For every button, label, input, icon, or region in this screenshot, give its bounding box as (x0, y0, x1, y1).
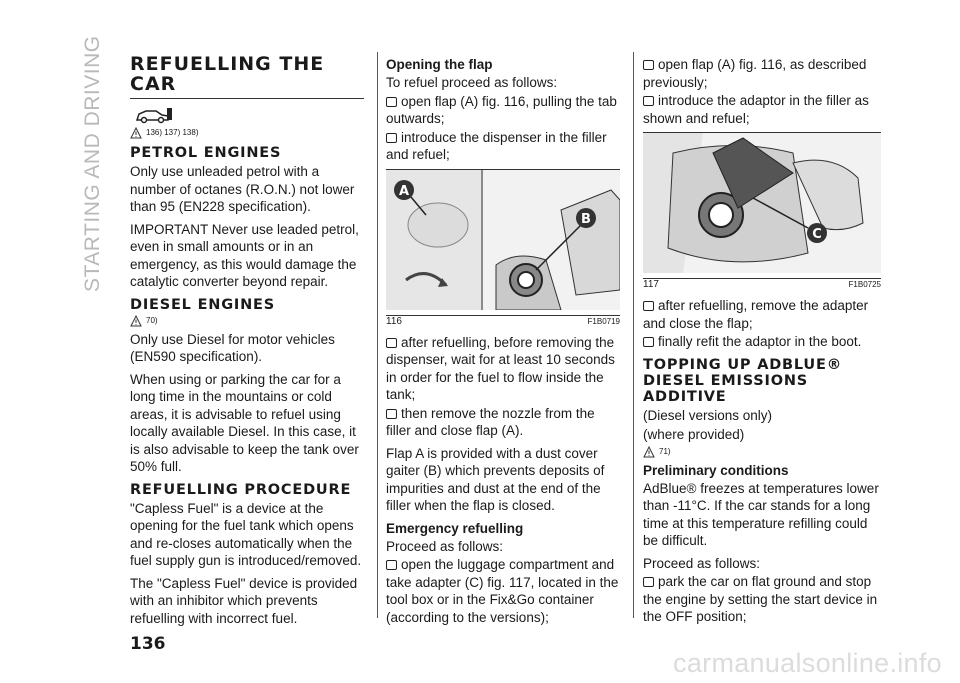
column-divider (377, 52, 378, 618)
warning-triangle-icon (130, 127, 142, 139)
warning-ref-text: 70) (146, 315, 158, 325)
bullet-box-icon (643, 301, 654, 311)
page-number: 136 (130, 634, 166, 654)
callout-a: A (398, 183, 410, 199)
callout-b: B (581, 211, 591, 227)
figure-number: 116 (386, 315, 402, 327)
heading-rule (130, 98, 364, 99)
bullet-box-icon (386, 338, 397, 348)
warning-triangle-icon (130, 315, 142, 327)
adapter-illustration (643, 133, 881, 273)
section-side-title: STARTING AND DRIVING (81, 35, 104, 292)
figure-caption (643, 279, 881, 291)
warning-references (130, 127, 364, 139)
bullet-box-icon (643, 96, 654, 106)
figure-code: F1B0725 (848, 280, 881, 289)
main-heading: REFUELLING THE CAR (130, 53, 325, 95)
paragraph: Proceed as follows: (386, 538, 504, 554)
paragraph: (Diesel versions only) (643, 407, 773, 423)
column-divider (633, 52, 634, 618)
list-item: open flap (A) fig. 116, pulling the tab outwards; (386, 93, 617, 126)
section-heading-procedure: REFUELLING PROCEDURE (130, 481, 352, 498)
warning-ref-text: 71) (659, 446, 671, 456)
list-item: park the car on flat ground and stop the engine by setting the start device in the OFF position; (643, 574, 878, 624)
warning-ref-text: 136) 137) 138) (146, 128, 199, 137)
subheading-preliminary: Preliminary conditions (643, 462, 789, 478)
figure-code: F1B0719 (587, 316, 620, 326)
watermark: carmanualsonline.info (673, 648, 942, 678)
figure-number: 117 (643, 279, 659, 290)
paragraph: Flap A is provided with a dust cover gaiter (B) which prevents deposits of impurities and dust at the end of the filler when the flap is closed. (386, 445, 605, 513)
paragraph: When using or parking the car for a long time in the mountains or cold areas, it is advisable to refuel using locally available Diesel. In this case, it is also advisable to keep the tank over 50% full. (130, 371, 359, 474)
column-3 (643, 52, 881, 631)
list-item: introduce the adaptor in the filler as shown and refuel; (643, 93, 869, 126)
list-item: after refuelling, before removing the dispenser, wait for at least 10 seconds in order for the fuel to flow inside the tank; (386, 334, 615, 402)
callout-c: C (812, 227, 822, 242)
list-item: introduce the dispenser in the filler and refuel; (386, 129, 607, 162)
bullet-box-icon (643, 337, 654, 347)
bullet-box-icon (643, 577, 654, 587)
list-item: after refuelling, remove the adapter and close the flap; (643, 298, 869, 331)
subheading-emergency: Emergency refuelling (386, 520, 524, 536)
bullet-box-icon (386, 97, 397, 107)
bullet-box-icon (386, 409, 397, 419)
fuel-flap-illustration (386, 170, 620, 310)
paragraph: IMPORTANT Never use leaded petrol, even in small amounts or in an emergency, as this would damage the catalytic converter beyond repair. (130, 221, 359, 289)
bullet-box-icon (643, 60, 654, 70)
bullet-box-icon (386, 560, 397, 570)
list-item: open the luggage compartment and take adapter (C) fig. 117, located in the tool box or in the Fix&Go container (according to the versions); (386, 557, 619, 625)
section-heading-petrol: PETROL ENGINES (130, 145, 282, 161)
warning-references (130, 315, 364, 327)
figure-117 (643, 132, 881, 279)
paragraph: To refuel proceed as follows: (386, 75, 558, 90)
list-item: finally refit the adaptor in the boot. (643, 333, 881, 351)
section-heading-diesel: DIESEL ENGINES (130, 296, 275, 313)
figure-caption (386, 316, 620, 328)
figure-116 (386, 169, 620, 316)
paragraph: Only use Diesel for motor vehicles (EN590 specification). (130, 331, 335, 364)
bullet-box-icon (386, 133, 397, 143)
section-heading-adblue: TOPPING UP ADBLUE® DIESEL EMISSIONS ADDITIVE (643, 356, 843, 405)
warning-references (643, 446, 881, 458)
list-item: open flap (A) fig. 116, as described previously; (643, 57, 867, 90)
paragraph: Proceed as follows: (643, 555, 761, 571)
car-fuel-icon (134, 105, 174, 125)
paragraph: The "Capless Fuel" device is provided with an inhibitor which prevents refuelling with incorrect fuel. (130, 575, 358, 626)
paragraph: (where provided) (643, 427, 745, 442)
paragraph: AdBlue® freezes at temperatures lower than -11°C. If the car stands for a long time at this temperature refilling could be difficult. (643, 480, 879, 548)
subheading-opening-flap: Opening the flap (386, 57, 493, 72)
list-item: then remove the nozzle from the filler and close flap (A). (386, 405, 595, 438)
column-1 (130, 52, 364, 632)
warning-triangle-icon (643, 446, 655, 458)
paragraph: "Capless Fuel" is a device at the opening for the fuel tank which opens and re-closes automatically when the fuel supply gun is introduced/removed. (130, 500, 362, 568)
paragraph: Only use unleaded petrol with a number of octanes (R.O.N.) not lower than 95 (EN228 specification). (130, 164, 355, 214)
column-2 (386, 52, 620, 631)
